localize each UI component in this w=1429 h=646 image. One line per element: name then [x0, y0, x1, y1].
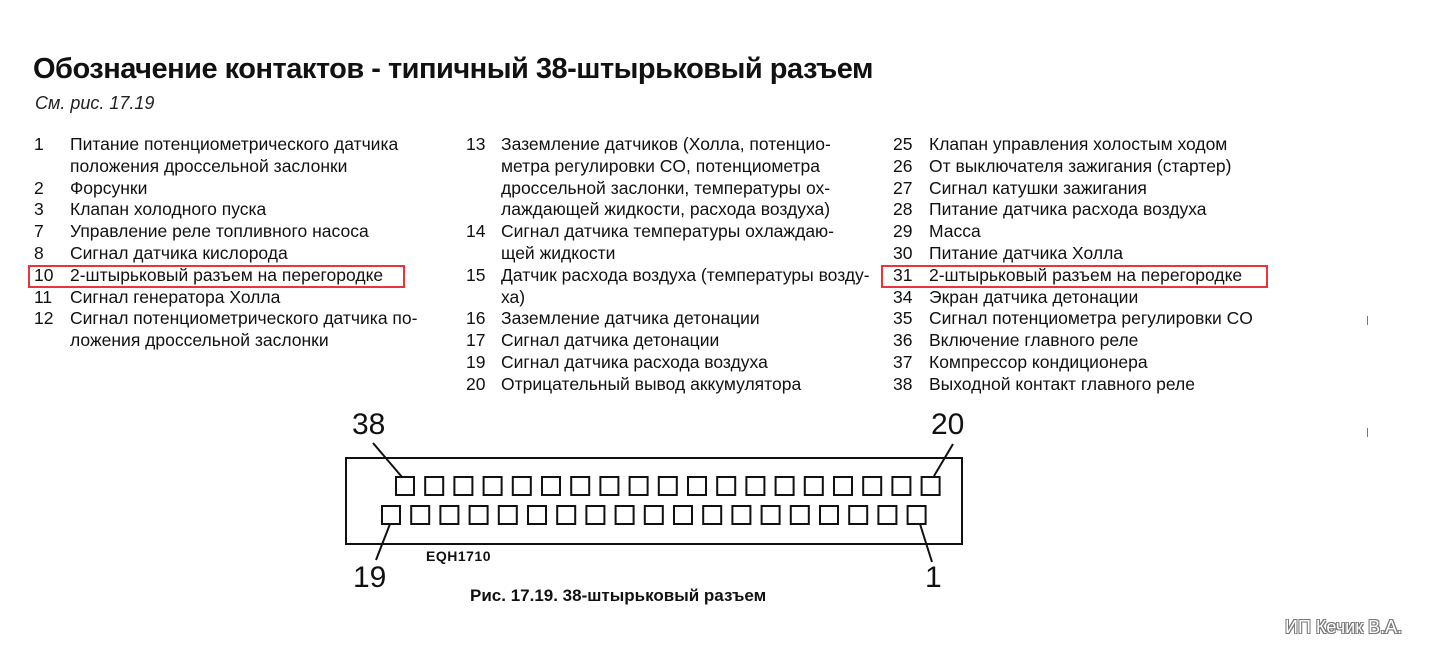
bottom-row-pin — [908, 506, 926, 524]
pin-row-bottom — [382, 506, 926, 524]
top-row-pin — [746, 477, 764, 495]
bottom-row-pin — [878, 506, 896, 524]
pin-entry-3 — [34, 199, 454, 221]
pin-description: Форсунки — [70, 177, 148, 198]
pin-list-column-1 — [34, 134, 454, 352]
page-title: Обозначение контактов - типичный 38-штырьковый разъем — [33, 53, 874, 85]
pin-description: Сигнал потенциометрического датчика по- ложения дроссельной заслонки — [70, 308, 418, 351]
pin-description: Датчик расхода воздуха (температуры возду- ха) — [501, 264, 870, 307]
pin-description: Питание потенциометрического датчика положения дроссельной заслонки — [70, 134, 399, 176]
pin-entry-17 — [466, 330, 866, 352]
top-row-pin — [922, 477, 940, 495]
top-row-pin — [834, 477, 852, 495]
top-row-pin — [776, 477, 794, 495]
bottom-row-pin — [440, 506, 458, 524]
top-row-pin — [863, 477, 881, 495]
pin-number: 25 — [893, 134, 913, 154]
pin-label-20: 20 — [931, 408, 965, 441]
scan-mark — [1367, 428, 1368, 437]
top-row-pin — [717, 477, 735, 495]
pin-description: 2-штырьковый разъем на перегородке — [70, 264, 384, 285]
pin-number: 15 — [466, 264, 486, 285]
pin-entry-11 — [34, 287, 454, 309]
connector-body — [346, 458, 962, 544]
pin-description: Заземление датчика детонации — [501, 308, 760, 329]
pin-description: Клапан управления холостым ходом — [929, 134, 1228, 154]
pin-number: 26 — [893, 155, 913, 176]
pin-number: 35 — [893, 308, 913, 329]
pin-description: Управление реле топливного насоса — [70, 221, 369, 242]
pin-number: 27 — [893, 177, 913, 198]
pin-description: Компрессор кондиционера — [929, 351, 1148, 372]
pin-entry-35 — [893, 308, 1293, 330]
bottom-row-pin — [732, 506, 750, 524]
top-row-pin — [396, 477, 414, 495]
pin-entry-8 — [34, 243, 454, 265]
bottom-row-pin — [499, 506, 517, 524]
top-row-pin — [892, 477, 910, 495]
pin-entry-37 — [893, 352, 1293, 374]
figure-reference: См. рис. 17.19 — [35, 93, 155, 113]
bottom-row-pin — [762, 506, 780, 524]
bottom-row-pin — [849, 506, 867, 524]
bottom-row-pin — [470, 506, 488, 524]
pin-number: 38 — [893, 373, 913, 394]
pin-description: Питание датчика Холла — [929, 242, 1124, 263]
connector-figure — [330, 400, 990, 605]
top-row-pin — [454, 477, 472, 495]
pin-entry-14 — [466, 221, 866, 265]
pin-number: 29 — [893, 221, 913, 242]
pin-label-19: 19 — [353, 561, 387, 594]
pin-entry-26 — [893, 156, 1293, 178]
pin-number: 10 — [34, 264, 54, 285]
bottom-row-pin — [674, 506, 692, 524]
pin-number: 20 — [466, 373, 486, 394]
pin-entry-28 — [893, 199, 1293, 221]
pin-row-top — [396, 477, 940, 495]
pin-label-1: 1 — [925, 561, 942, 594]
top-row-pin — [600, 477, 618, 495]
pin-number: 30 — [893, 242, 913, 263]
top-row-pin — [513, 477, 531, 495]
pin-entry-20 — [466, 374, 866, 396]
pin-entry-2 — [34, 178, 454, 200]
pin-description: Сигнал потенциометра регулировки CO — [929, 308, 1253, 329]
pin-number: 11 — [34, 286, 53, 307]
leader-line-19 — [376, 524, 390, 560]
pin-description: Сигнал генератора Холла — [70, 286, 281, 307]
bottom-row-pin — [645, 506, 663, 524]
bottom-row-pin — [557, 506, 575, 524]
top-row-pin — [688, 477, 706, 495]
pin-description: Отрицательный вывод аккумулятора — [501, 373, 802, 394]
pin-list-column-3 — [893, 134, 1293, 396]
bottom-row-pin — [703, 506, 721, 524]
pin-number: 7 — [34, 221, 44, 242]
pin-number: 8 — [34, 242, 44, 263]
pin-number: 19 — [466, 351, 486, 372]
leader-line-38 — [373, 443, 402, 477]
top-row-pin — [542, 477, 560, 495]
bottom-row-pin — [528, 506, 546, 524]
top-row-pin — [805, 477, 823, 495]
pin-entry-31 — [893, 265, 1293, 287]
pin-entry-29 — [893, 221, 1293, 243]
pin-entry-10 — [34, 265, 454, 287]
pin-number: 13 — [466, 134, 486, 154]
pin-entry-34 — [893, 287, 1293, 309]
pin-number: 36 — [893, 330, 913, 351]
scan-mark — [1367, 316, 1368, 325]
pin-entry-19 — [466, 352, 866, 374]
top-row-pin — [425, 477, 443, 495]
pin-description: Клапан холодного пуска — [70, 199, 267, 220]
pin-number: 2 — [34, 177, 44, 198]
pin-entry-27 — [893, 178, 1293, 200]
pin-number: 16 — [466, 308, 486, 329]
top-row-pin — [659, 477, 677, 495]
pin-number: 12 — [34, 308, 54, 329]
pin-entry-25 — [893, 134, 1293, 156]
pin-number: 1 — [34, 134, 44, 154]
leader-line-20 — [934, 444, 953, 476]
top-row-pin — [571, 477, 589, 495]
pin-entry-38 — [893, 374, 1293, 396]
connector-code-label: EQH1710 — [426, 548, 491, 564]
pin-entry-30 — [893, 243, 1293, 265]
pin-entry-12 — [34, 308, 454, 352]
pin-description: Сигнал датчика детонации — [501, 330, 720, 351]
bottom-row-pin — [382, 506, 400, 524]
pin-description: 2-штырьковый разъем на перегородке — [929, 264, 1243, 285]
pin-entry-13 — [466, 134, 866, 221]
pin-entry-7 — [34, 221, 454, 243]
pin-number: 34 — [893, 286, 913, 307]
bottom-row-pin — [616, 506, 634, 524]
pin-entry-15 — [466, 264, 870, 309]
pin-description: Сигнал датчика температуры охлаждаю- щей жидкости — [501, 221, 835, 263]
pin-entry-16 — [466, 308, 866, 330]
pin-entry-36 — [893, 330, 1293, 352]
pin-description: От выключателя зажигания (стартер) — [929, 155, 1232, 176]
pin-description: Сигнал катушки зажигания — [929, 177, 1147, 198]
bottom-row-pin — [411, 506, 429, 524]
bottom-row-pin — [791, 506, 809, 524]
pin-description: Сигнал датчика расхода воздуха — [501, 351, 768, 372]
pin-description: Масса — [929, 221, 981, 242]
bottom-row-pin — [820, 506, 838, 524]
pin-number: 14 — [466, 221, 486, 242]
bottom-row-pin — [586, 506, 604, 524]
pin-description: Включение главного реле — [929, 330, 1139, 351]
pin-number: 3 — [34, 199, 44, 220]
pin-list-column-2 — [466, 134, 870, 396]
pin-number: 28 — [893, 199, 913, 220]
figure-caption: Рис. 17.19. 38-штырьковый разъем — [470, 586, 767, 605]
watermark: ИП Кечик В.А. — [1285, 617, 1403, 637]
top-row-pin — [630, 477, 648, 495]
pin-number: 31 — [893, 264, 913, 285]
pin-description: Питание датчика расхода воздуха — [929, 199, 1207, 220]
pin-description: Экран датчика детонации — [929, 286, 1139, 307]
top-row-pin — [484, 477, 502, 495]
connector-diagram — [330, 400, 990, 605]
pin-description: Заземление датчиков (Холла, потенцио- метра регулировки CO, потенциометра дроссельной заслонки, температуры ох- лаждающей жидкости, расхода воздуха) — [501, 134, 831, 220]
pin-label-38: 38 — [352, 408, 386, 441]
pin-entry-1 — [34, 134, 454, 178]
pin-number: 17 — [466, 330, 486, 351]
pin-number: 37 — [893, 351, 913, 372]
pin-description: Выходной контакт главного реле — [929, 373, 1195, 394]
pin-description: Сигнал датчика кислорода — [70, 242, 288, 263]
